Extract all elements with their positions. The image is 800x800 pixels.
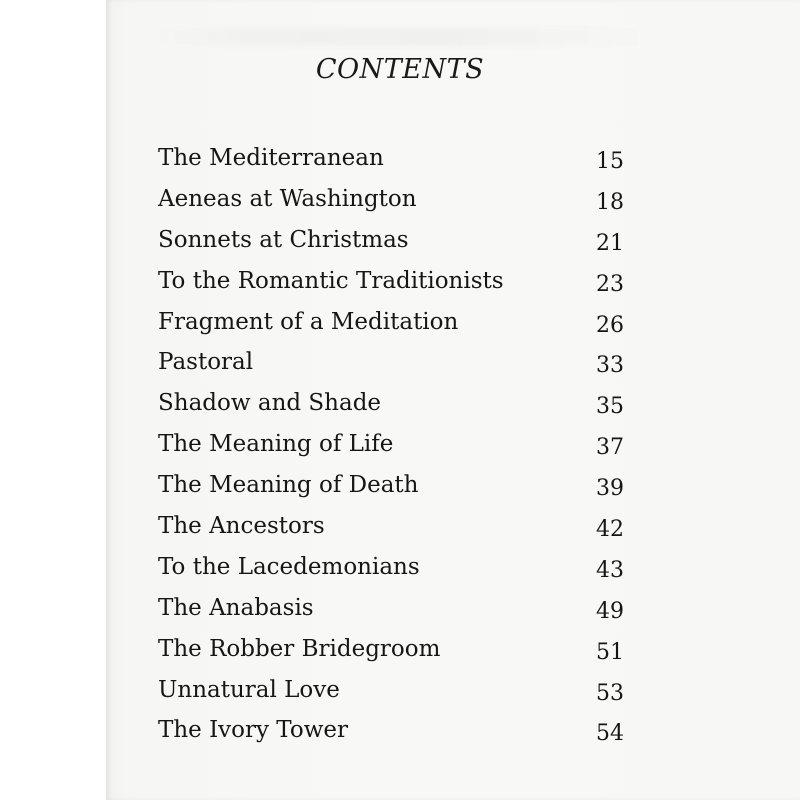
toc-entry [158,426,624,467]
toc-entry [158,222,624,263]
toc-entry [158,385,624,426]
entry-title: Fragment of a Meditation [158,308,459,335]
toc-entry [158,304,624,345]
entry-title: The Meaning of Death [158,472,419,499]
entry-page-number: 43 [596,557,624,583]
entry-page-number: 18 [596,189,624,215]
entry-page-number: 26 [596,312,624,338]
entry-title: The Ancestors [158,513,325,540]
entry-page-number: 15 [596,149,624,174]
toc-entry [158,672,624,713]
entry-page-number: 49 [596,598,624,624]
entry-page-number: 54 [596,721,624,747]
table-of-contents [158,140,624,753]
contents-heading: CONTENTS [315,54,485,85]
entry-page-number: 42 [596,517,624,543]
toc-entry [158,181,624,222]
toc-entry [158,467,624,508]
entry-page-number: 53 [596,680,624,706]
entry-title: The Robber Bridegroom [158,635,441,662]
toc-entry [158,508,624,549]
toc-entry [158,631,624,672]
entry-title: The Meaning of Life [158,431,394,458]
entry-title: Shadow and Shade [158,390,382,417]
entry-page-number: 39 [596,476,624,502]
entry-title: Sonnets at Christmas [158,226,409,253]
entry-title: Pastoral [158,349,254,376]
entry-title: To the Romantic Traditionists [158,267,504,294]
toc-entry [158,140,624,181]
entry-page-number: 23 [596,271,624,297]
entry-title: The Anabasis [158,594,314,621]
toc-entry [158,549,624,590]
entry-page-number: 35 [596,394,624,420]
toc-entry [158,344,624,385]
toc-entry [158,590,624,631]
entry-page-number: 33 [596,353,624,379]
entry-title: Aeneas at Washington [158,185,417,212]
entry-title: The Ivory Tower [158,717,348,744]
entry-title: Unnatural Love [158,676,340,703]
toc-entry [158,712,624,753]
entry-page-number: 37 [596,435,624,461]
toc-entry [158,263,624,304]
entry-page-number: 21 [596,230,624,256]
entry-title: To the Lacedemonians [158,553,420,580]
entry-page-number: 51 [596,639,624,665]
show-through-text [150,28,650,46]
entry-title: The Mediterranean [158,145,384,171]
